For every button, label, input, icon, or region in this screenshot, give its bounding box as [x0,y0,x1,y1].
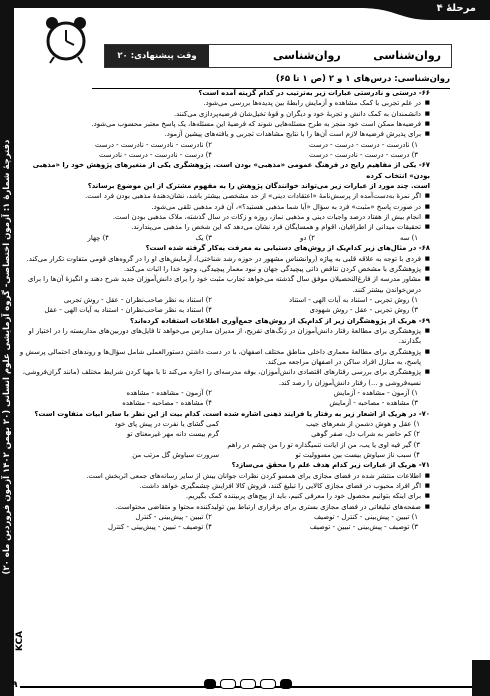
statement: ■ پژوهشگری برای مطالعهٔ معماری داخلی مناطق مختلف اصفهان، با در دست داشتن دستورالعملی شامل سؤال‌ها و روندهای احتمالی پرسش و پاسخ، به منازل افراد ساکن در اصفهان مراجعه می‌کند. [18,347,430,368]
question-text: ۶۹- هریک از پژوهشگران زیر از کدام‌یک از روش‌های جمع‌آوری اطلاعات استفاده کرده‌اند؟ [129,316,430,325]
option-1[interactable]: ۱) سه [399,233,418,242]
option-3[interactable]: ۳) درست - درست - نادرست - درست [309,151,418,160]
statement: ■ در صورت پاسخ «مثبت» فرد به سؤال «آیا شما مذهبی هستید؟»، آن فرد مذهبی تلقی می‌شود. [18,202,430,212]
question-70 [18,409,430,461]
statement: ■ پژوهشگری برای بررسی رفتارهای اقتصادی دانش‌آموزان، بوفه مدرسه‌ای را اجاره می‌کند تا با مهیا کردن شرایط مختلف (مانند گران‌فروشی، نسیه‌فروشی و ...) رفتار دانش‌آموزان را رصد کند. [18,367,430,388]
subject-title: روان‌شناسی [373,49,441,62]
verse-option-1[interactable] [18,419,430,429]
verse-line: سرورت سیاوش گل مرتب من [132,451,219,460]
option-4[interactable]: ۴) چهار [87,233,109,242]
statement: ■ اطلاعات منتشر شده در فضای مجازی برای همسو کردن نظرات جوانان بیش از سایر رسانه‌های جمعی اثربخش است. [18,471,430,481]
option-1[interactable]: ۱) روش تجربی - استناد به آیات الهی - استناد [289,295,418,304]
suggested-time: وقت پیشنهادی: ۲۰ دقیقه [105,45,209,67]
question-66 [18,88,430,160]
question-69 [18,316,430,409]
question-text: ۶۷- یکی از مفاهیم رایج در فرهنگ عمومی «مذهبی» بودن است. پژوهشگری یکی از متغیرهای پژوهش خود را «مذهبی بودن» انتخاب کرده [32,161,430,180]
question-68 [18,243,430,315]
subject-title-mid: روان‌شناسی [273,49,341,62]
question-text-cont: است. چند مورد از عبارات زیر می‌تواند خوانندگان پژوهش را به مفهوم مشترک از این موضوع برساند؟ [87,182,430,191]
options [18,388,430,409]
ornament-dot [204,679,216,689]
ornament-dot [280,679,292,689]
question-67 [18,160,430,243]
statement: ■ فرضیه‌ها ممکن است خود منجر به طرح مسئله‌هایی شوند که فرضیهٔ این مسئله‌ها، یک پاسخ معتبر محسوب می‌شود. [18,119,430,129]
option-3[interactable]: ۳) یک [195,233,212,242]
ornament-dot [260,679,276,689]
question-text: ۷۱- هریک از عبارات زیر کدام هدف علم را محقق می‌سازد؟ [231,461,430,470]
statement: ■ پژوهشگری با مشخص کردن تناقض ذاتی پیچیدگی جهان و نبود معمار پیچیدگی، وجود خدا را اثبات می‌کند. [18,264,430,274]
statement: ■ در علم تجربی با کمک مشاهده و آزمایش رابطهٔ بین پدیده‌ها بررسی می‌شود. [18,98,430,108]
verse-line: گرم بیست دانه مهر غیرمعنای تو [126,430,219,439]
options [18,233,430,243]
footer-ornament [204,679,292,689]
verse-option-4[interactable] [18,450,430,460]
statement: ■ دانشمندان به کمک دانش و تجربهٔ خود و دیگران و قوهٔ تخیل‌شان فرضیه‌پردازی می‌کنند. [18,109,430,119]
option-2[interactable]: ۲) آزمون - مشاهده - مشاهده [126,388,212,397]
option-2[interactable]: ۲) استناد به نظر صاحب‌نظران - عقل - روش تجربی [63,295,212,304]
options [18,140,430,161]
statement: ■ تحقیقات میدانی از اطرافیان، اقوام و همسایگان فرد نشان می‌دهد که این شخص را مذهبی می‌پندارند. [18,222,430,232]
statement: ■ اگر نمرهٔ به‌دست‌آمده از پرسش‌نامهٔ «اعتقادات دینی» از حد مشخصی بیشتر باشد، نشان‌دهندهٔ مذهبی بودن فرد است. [18,191,430,201]
statement: ■ برای پذیرش فرضیه‌ها لازم است آن‌ها را با نتایج مشاهدات تجربی و یافته‌های پیشین آزمود. [18,129,430,139]
option-4[interactable]: ۴) مشاهده - مصاحبه - مشاهده [122,399,212,408]
verse-line: کمی گشای یا نفرت در پیش پای خود [114,420,219,428]
side-strip-text: دفترچهٔ شمارهٔ ۱: آزمون اختصاصی- گروه آزمایشی علوم انسانی (۲۰ بهمن ۱۴۰۲ آزمون فروردین ماه ۲۰) [2,139,12,575]
option-3[interactable]: ۳) مشاهده - مصاحبه - آزمایش [329,399,418,408]
lesson-range: روان‌شناسی: درس‌های ۱ و ۲ (ص ۱ تا ۶۵) [273,74,450,84]
statement: ■ فردی با توجه به علاقه قلبی به پیاژه (روانشناس مشهور در حوزه رشد شناختی)، آزمایش‌های او را در گروه‌های قومی متفاوت تکرار می‌کند. [18,254,430,264]
option-1[interactable]: ۱) نادرست - درست - درست - درست [309,140,418,149]
option-2[interactable]: ۲) تبیین - پیش‌بینی - کنترل [135,513,212,522]
brand-logo: KCA [15,630,26,652]
statement: ■ پژوهشگری برای مطالعهٔ رفتار دانش‌آموزان در زنگ‌های تفریح، از مدیران مدارس می‌خواهد تا فایل‌های دوربین‌های مداربسته را در اختیار او بگذارند. [18,326,430,347]
options [18,295,430,316]
statement: ■ انجام بیش از هفتاد درصد واجبات دینی و مذهبی نماز، روزه و زکات در سال گذشته، ملاک مذهبی بودن است. [18,212,430,222]
verse-option-2[interactable] [18,429,430,439]
verse-line: ۲) کم حاضر به شراب دل، صفر گوهی [311,430,420,439]
statement: ■ برای اینکه بتوانیم محصول خود را معرفی کنیم، باید از پیج‌های پربیننده کمک بگیریم. [18,491,430,501]
option-3[interactable]: ۳) روش تجربی - عقل - روش شهودی [309,306,418,315]
question-text: ۷۰- در هریک از اشعار زیر به رفتار یا فرایند ذهنی اشاره شده است. کدام بیت از این نظر با سایر ابیات متفاوت است؟ [34,409,430,418]
verse-line: ۳) گیر فیه اوی یا یب، من از ایانت تنمیگذاره تو را من چشم در راهم [227,440,420,449]
option-2[interactable]: ۲) نادرست - نادرست - نادرست - درست [95,140,212,149]
ornament-dot [220,679,236,689]
question-text: ۶۸- در مثال‌های زیر کدام‌یک از روش‌های دستیابی به معرفت به‌کار گرفته شده است؟ [145,244,430,253]
option-4[interactable]: ۴) استناد به نظر صاحب‌نظران - استناد به آیات الهی - عقل [44,306,212,315]
statement: ■ اگر افراد محبوب در فضای مجازی کالایی را تبلیغ کنند، فروش کالا افزایش چشمگیری خواهد داشت. [18,481,430,491]
statement: ■ صفحه‌های تبلیغاتی در فضای مجازی بستری برای برقراری ارتباط بین تولیدکننده محتوا و متقاضی محتواست. [18,502,430,512]
questions-area [18,88,430,533]
verse-line: ۱) عقل و هوش دشمن از شعرهای جیب [306,420,420,428]
ornament-dot [240,679,256,689]
option-1[interactable]: ۱) تبیین - پیش‌بینی - کنترل - توصیف [314,513,418,522]
option-2[interactable]: ۲) دو [300,233,315,242]
alarm-clock-icon [40,13,92,65]
verse-line: ۴) سبب ناز سیاوش بیست بین مسوولیت تو [295,451,420,460]
option-4[interactable]: ۴) درست - نادرست - درست - نادرست [99,151,212,160]
option-3[interactable]: ۳) توصیف - پیش‌بینی - تبیین - توصیف [309,523,418,532]
lesson-line [92,74,450,89]
options [18,512,430,533]
verse-option-3[interactable] [18,440,430,450]
right-corner-bar [472,660,490,696]
page-number: ۹ [12,680,18,690]
statement: ■ مشاور مدرسه از فارغ‌التحصیلان موفق سال گذشته می‌خواهد تجارب مثبت خود را برای دانش‌آموزان جدید شرح دهند و انگیزهٔ آن‌ها را برای درس‌خواندن بیشتر کنند. [18,274,430,295]
option-4[interactable]: ۴) توصیف - تبیین - پیش‌بینی - کنترل [108,523,212,532]
option-1[interactable]: ۱) آزمون - مشاهده - آزمایش [333,388,418,397]
question-71 [18,460,430,532]
question-text: ۶۶- درستی و نادرستی عبارات زیر به‌ترتیب در کدام گزینه آمده است؟ [198,89,430,97]
stage-label: مرحلهٔ ۴ [436,3,476,14]
